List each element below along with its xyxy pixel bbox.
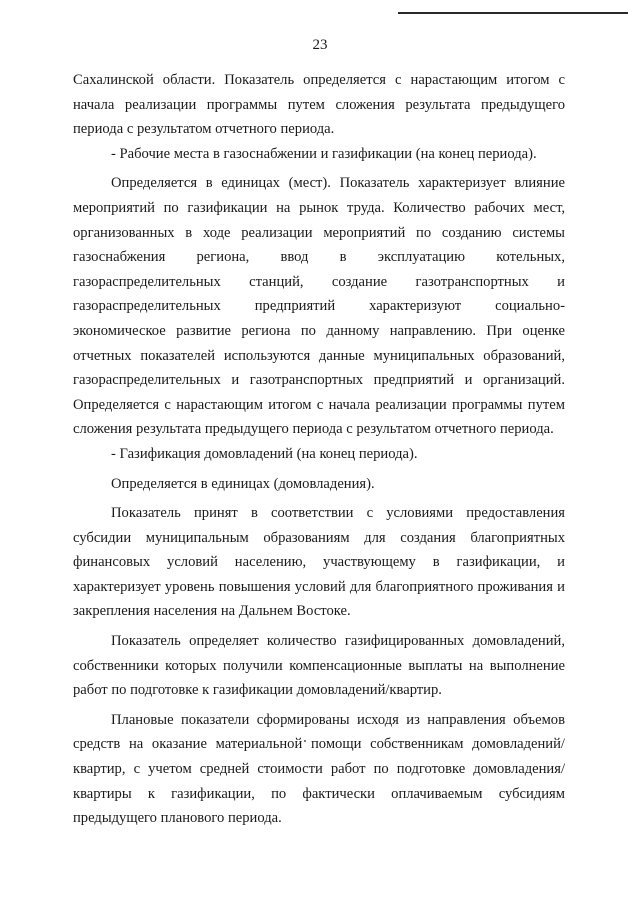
- paragraph-planned-indicators: Плановые показатели сформированы исходя из направления объемов средств на оказание материальной помощи собственникам домовладений/квартир, с учетом средней стоимости работ по подготовке домовладения/квартиры к газификации, по фактически оплачиваемым субсидиям предыдущего планового периода.: [73, 711, 565, 827]
- page-number: 23: [312, 37, 328, 53]
- document-body: [73, 68, 565, 831]
- paragraph-household-units: Определяется в единицах (домовладения).: [111, 475, 375, 492]
- paragraph-gasified-households: Показатель определяет количество газифицированных домовладений, собственники которых получили компенсационные выплаты на выполнение работ по подготовке к газификации домовладений/квартир.: [73, 633, 565, 699]
- paragraph-subsidy-conditions: Показатель принят в соответствии с условиями предоставления субсидии муниципальным образованиям для создания благоприятных финансовых условий населению, участвующему в газификации, и характеризует уровень повышения условий для благоприятного проживания и закрепления населения на Дальнем Востоке.: [73, 505, 565, 620]
- paragraph-workplaces-definition: Определяется в единицах (мест). Показатель характеризует влияние мероприятий по газификации на рынок труда. Количество рабочих мест, организованных в ходе реализации мероприятий по созданию системы газоснабжения региона, ввод в эксплуатацию котельных, газораспределительных станций, создание газотранспортных и газораспределительных предприятий характеризуют социально-экономическое развитие региона по данному направлению. При оценке отчетных показателей используются данные муниципальных образований, газораспределительных и газотранспортных предприятий и организаций. Определяется с нарастающим итогом с начала реализации программы путем сложения результата предыдущего периода с результатом отчетного периода.: [73, 175, 565, 438]
- top-border-line: [398, 12, 628, 14]
- bullet-household-gasification: - Газификация домовладений (на конец периода).: [111, 445, 418, 462]
- paragraph-continuation: Сахалинской области. Показатель определяется с нарастающим итогом с начала реализации программы путем сложения результата предыдущего периода с результатом отчетного периода.: [73, 72, 565, 138]
- bullet-workplaces: - Рабочие места в газоснабжении и газификации (на конец периода).: [111, 145, 537, 162]
